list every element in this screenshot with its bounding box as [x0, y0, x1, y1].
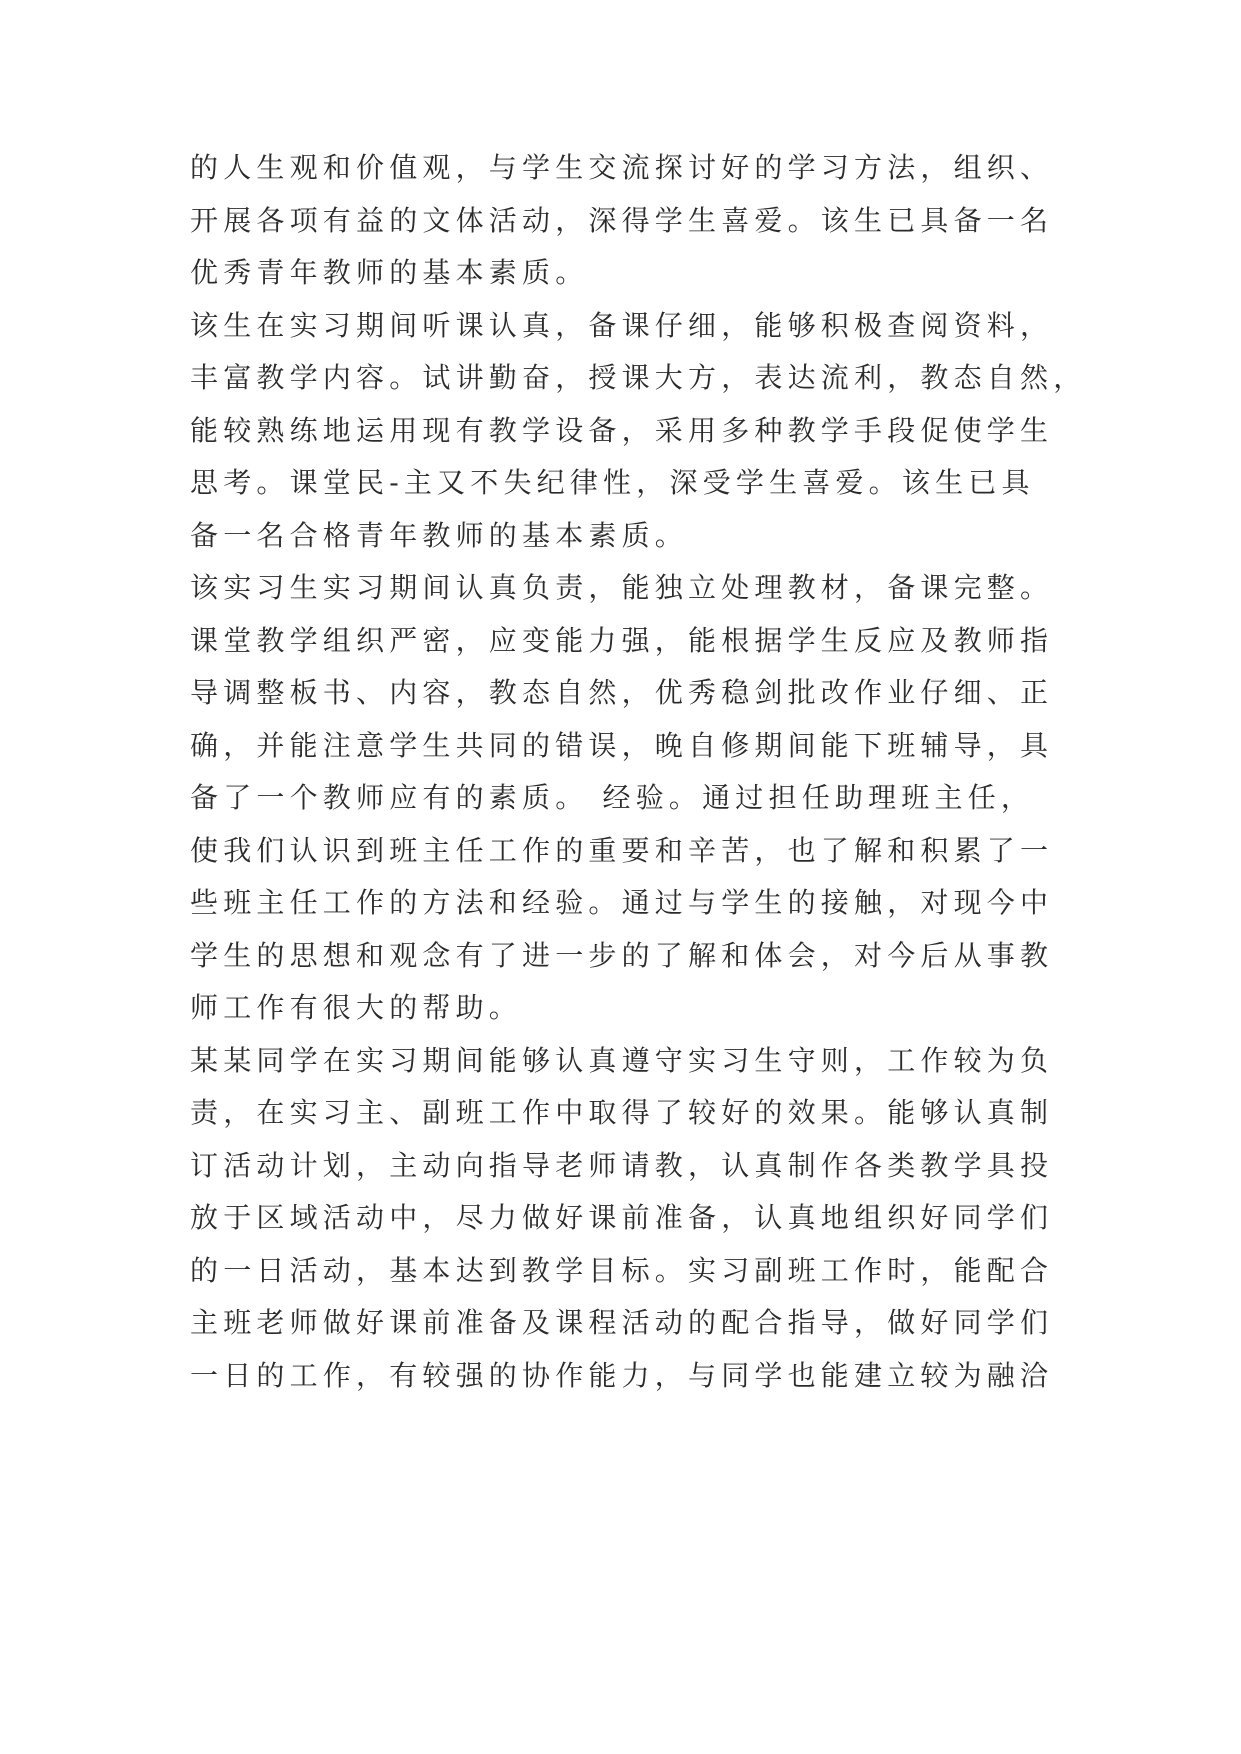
text-line: 导调整板书、内容，教态自然，优秀稳剑批改作业仔细、正 — [190, 676, 1054, 709]
text-line: 该生在实习期间听课认真，备课仔细，能够积极查阅资料， — [190, 308, 1054, 342]
paragraph-3 — [190, 562, 1090, 1035]
text-line: 放于区域活动中，尽力做好课前准备，认真地组织好同学们 — [190, 1201, 1054, 1234]
text-line: 使我们认识到班主任工作的重要和辛苦，也了解和积累了一 — [190, 833, 1054, 867]
text-line: 备一名合格青年教师的基本素质。 — [190, 518, 689, 552]
paragraph-1 — [190, 142, 1090, 300]
text-line: 能较熟练地运用现有教学设备，采用多种教学手段促使学生 — [190, 413, 1054, 447]
text-line: 某某同学在实习期间能够认真遵守实习生守则，工作较为负 — [190, 1043, 1054, 1077]
paragraph-2 — [190, 300, 1090, 563]
text-line: 订活动计划，主动向指导老师请教，认真制作各类教学具投 — [190, 1148, 1054, 1182]
text-line: 一日的工作，有较强的协作能力，与同学也能建立较为融洽 — [190, 1358, 1054, 1392]
text-line: 确，并能注意学生共同的错误，晚自修期间能下班辅导，具 — [190, 728, 1054, 762]
text-line: 主班老师做好课前准备及课程活动的配合指导，做好同学们 — [190, 1306, 1054, 1339]
text-line: 的一日活动，基本达到教学目标。实习副班工作时，能配合 — [190, 1253, 1054, 1287]
text-line: 备了一个教师应有的素质。 经验。通过担任助理班主任， — [190, 781, 1035, 814]
text-line: 责，在实习主、副班工作中取得了较好的效果。能够认真制 — [190, 1096, 1054, 1129]
text-line: 丰富教学内容。试讲勤奋，授课大方，表达流利，教态自然， — [190, 361, 1087, 394]
text-line: 的人生观和价值观，与学生交流探讨好的学习方法，组织、 — [190, 151, 1054, 184]
text-line: 课堂教学组织严密，应变能力强，能根据学生反应及教师指 — [190, 623, 1054, 657]
text-line: 优秀青年教师的基本素质。 — [190, 256, 589, 289]
text-line: 开展各项有益的文体活动，深得学生喜爱。该生已具备一名 — [190, 203, 1054, 237]
text-line: 师工作有很大的帮助。 — [190, 991, 523, 1024]
document-body — [190, 142, 1090, 1402]
text-line: 学生的思想和观念有了进一步的了解和体会，对今后从事教 — [190, 938, 1054, 972]
text-line: 思考。课堂民-主又不失纪律性，深受学生喜爱。该生已具 — [190, 466, 1035, 499]
text-line: 些班主任工作的方法和经验。通过与学生的接触，对现今中 — [190, 886, 1054, 919]
paragraph-4 — [190, 1035, 1090, 1403]
text-line: 该实习生实习期间认真负责，能独立处理教材，备课完整。 — [190, 571, 1054, 604]
